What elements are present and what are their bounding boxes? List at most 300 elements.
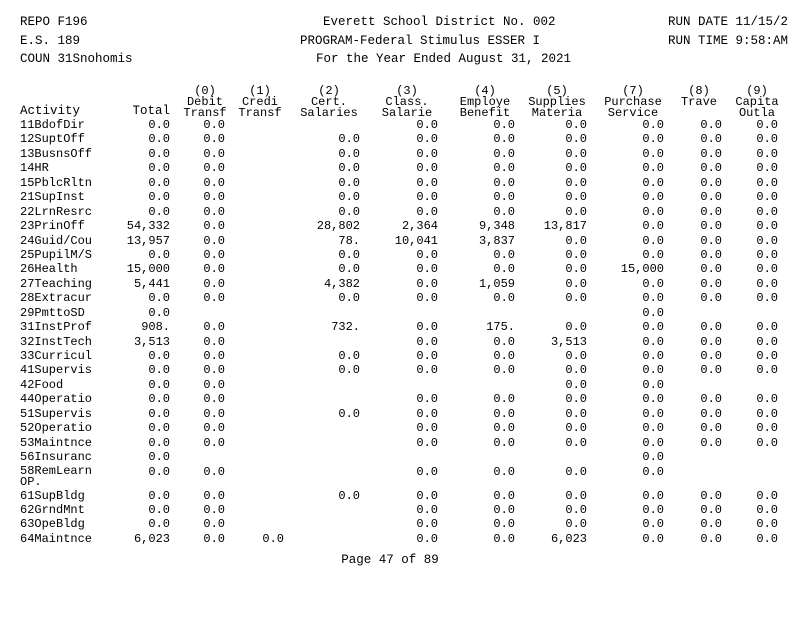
amount-cell: 6,023	[550, 531, 587, 546]
amount-cell: 0.0	[416, 363, 438, 378]
activity-cell: 62GrndMnt	[20, 502, 85, 517]
amount-cell: 0.0	[756, 320, 778, 335]
amount-cell: 0.0	[756, 291, 778, 306]
amount-cell: 0.0	[338, 161, 360, 176]
activity-cell: 42Food	[20, 377, 64, 392]
amount-cell: 0.0	[565, 464, 587, 479]
activity-cell: 25PupilM/S	[20, 247, 93, 262]
amount-cell: 0.0	[700, 291, 722, 306]
amount-cell: 0.0	[642, 276, 664, 291]
amount-cell: 0.0	[416, 146, 438, 161]
activity-cell: 29PmttoSD	[20, 305, 85, 320]
total-cell: 0.0	[148, 291, 170, 306]
amount-cell: 0.0	[203, 291, 225, 306]
column-header-credit-transfers: (1) Credi Transf	[238, 84, 282, 120]
amount-cell: 0.0	[203, 421, 225, 436]
amount-cell: 0.0	[493, 421, 515, 436]
amount-cell: 732.	[331, 320, 360, 335]
report-id: REPO F196	[20, 15, 88, 29]
page-number: Page 47 of 89	[341, 553, 439, 567]
amount-cell: 4,382	[323, 276, 360, 291]
amount-cell: 0.0	[338, 204, 360, 219]
amount-cell: 0.0	[756, 406, 778, 421]
amount-cell: 0.0	[416, 488, 438, 503]
amount-cell: 0.0	[203, 233, 225, 248]
amount-cell: 0.0	[756, 276, 778, 291]
activity-cell: 33Curricul	[20, 349, 93, 363]
total-cell: 6,023	[133, 531, 170, 546]
activity-cell: 58RemLearn OP.	[20, 465, 93, 488]
amount-cell: 3,513	[550, 334, 587, 349]
amount-cell: 0.0	[756, 132, 778, 147]
total-cell: 5,441	[133, 276, 170, 291]
amount-cell: 0.0	[565, 132, 587, 147]
column-header-cert-salaries: (2) Cert. Salaries	[300, 84, 358, 120]
total-cell: 0.0	[148, 349, 170, 363]
total-cell: 0.0	[148, 406, 170, 421]
total-cell: 0.0	[148, 305, 170, 320]
amount-cell: 0.0	[642, 291, 664, 306]
amount-cell: 2,364	[401, 219, 438, 234]
amount-cell: 0.0	[203, 219, 225, 234]
amount-cell: 0.0	[338, 363, 360, 378]
activity-table	[0, 118, 800, 546]
table-row	[0, 335, 800, 349]
amount-cell: 0.0	[700, 488, 722, 503]
amount-cell: 0.0	[565, 204, 587, 219]
amount-cell: 0.0	[642, 363, 664, 378]
amount-cell: 0.0	[642, 233, 664, 248]
amount-cell: 0.0	[642, 132, 664, 147]
amount-cell: 0.0	[565, 488, 587, 503]
amount-cell: 0.0	[700, 204, 722, 219]
amount-cell: 0.0	[756, 363, 778, 378]
column-header-debit-transfers: (0) Debit Transf	[183, 84, 227, 120]
table-row	[0, 392, 800, 406]
amount-cell: 0.0	[642, 392, 664, 407]
amount-cell: 9,348	[478, 219, 515, 234]
program-title: PROGRAM-Federal Stimulus ESSER I	[300, 34, 541, 48]
amount-cell: 0.0	[416, 435, 438, 450]
activity-cell: 15PblcRltn	[20, 175, 93, 190]
amount-cell: 0.0	[642, 175, 664, 190]
amount-cell: 0.0	[203, 488, 225, 503]
amount-cell: 0.0	[203, 334, 225, 349]
total-cell: 0.0	[148, 132, 170, 147]
amount-cell: 0.0	[756, 334, 778, 349]
amount-cell: 0.0	[700, 531, 722, 546]
amount-cell: 0.0	[642, 421, 664, 436]
amount-cell: 0.0	[700, 435, 722, 450]
amount-cell: 0.0	[700, 161, 722, 176]
amount-cell: 0.0	[493, 392, 515, 407]
amount-cell: 0.0	[493, 161, 515, 176]
amount-cell: 0.0	[700, 334, 722, 349]
table-row	[0, 450, 800, 464]
table-row	[0, 436, 800, 450]
amount-cell: 0.0	[756, 262, 778, 277]
table-row	[0, 161, 800, 175]
amount-cell: 0.0	[700, 320, 722, 335]
amount-cell: 0.0	[700, 392, 722, 407]
table-row	[0, 532, 800, 546]
amount-cell: 0.0	[642, 517, 664, 532]
amount-cell: 0.0	[493, 349, 515, 363]
table-row	[0, 306, 800, 320]
amount-cell: 0.0	[756, 190, 778, 205]
total-cell: 0.0	[148, 363, 170, 378]
amount-cell: 0.0	[565, 421, 587, 436]
amount-cell: 0.0	[756, 517, 778, 532]
amount-cell: 0.0	[700, 502, 722, 517]
amount-cell: 0.0	[203, 118, 225, 132]
table-row	[0, 349, 800, 363]
activity-cell: 24Guid/Cou	[20, 233, 93, 248]
amount-cell: 0.0	[493, 517, 515, 532]
amount-cell: 0.0	[642, 219, 664, 234]
activity-cell: 63OpeBldg	[20, 517, 85, 532]
total-cell: 0.0	[148, 204, 170, 219]
amount-cell: 0.0	[416, 276, 438, 291]
amount-cell: 0.0	[756, 502, 778, 517]
amount-cell: 0.0	[700, 247, 722, 262]
total-cell: 0.0	[148, 488, 170, 503]
amount-cell: 0.0	[642, 118, 664, 132]
amount-cell: 0.0	[203, 517, 225, 532]
amount-cell: 0.0	[493, 406, 515, 421]
amount-cell: 0.0	[642, 349, 664, 363]
fiscal-period: For the Year Ended August 31, 2021	[316, 52, 572, 66]
amount-cell: 0.0	[565, 276, 587, 291]
amount-cell: 0.0	[203, 349, 225, 363]
amount-cell: 0.0	[756, 219, 778, 234]
amount-cell: 0.0	[338, 406, 360, 421]
amount-cell: 0.0	[338, 262, 360, 277]
amount-cell: 0.0	[416, 262, 438, 277]
column-header-employee-benefits: (4) Employe Benefit	[459, 84, 511, 120]
amount-cell: 0.0	[203, 531, 225, 546]
amount-cell: 0.0	[700, 175, 722, 190]
amount-cell: 0.0	[756, 349, 778, 363]
amount-cell: 0.0	[756, 421, 778, 436]
amount-cell: 0.0	[700, 349, 722, 363]
table-row	[0, 407, 800, 421]
amount-cell: 0.0	[565, 517, 587, 532]
amount-cell: 0.0	[756, 118, 778, 132]
total-cell: 0.0	[148, 118, 170, 132]
total-cell: 0.0	[148, 161, 170, 176]
amount-cell: 0.0	[203, 262, 225, 277]
total-cell: 0.0	[148, 175, 170, 190]
district-name: Everett School District No. 002	[323, 15, 556, 29]
activity-cell: 22LrnResrc	[20, 204, 93, 219]
amount-cell: 0.0	[565, 502, 587, 517]
amount-cell: 0.0	[700, 517, 722, 532]
total-cell: 908.	[141, 320, 170, 335]
amount-cell: 78.	[338, 233, 360, 248]
amount-cell: 0.0	[203, 363, 225, 378]
amount-cell: 0.0	[565, 349, 587, 363]
amount-cell: 0.0	[700, 132, 722, 147]
amount-cell: 0.0	[700, 406, 722, 421]
amount-cell: 0.0	[203, 132, 225, 147]
amount-cell: 0.0	[338, 291, 360, 306]
activity-cell: 28Extracur	[20, 291, 93, 306]
amount-cell: 0.0	[203, 175, 225, 190]
activity-cell: 32InstTech	[20, 334, 93, 349]
amount-cell: 28,802	[316, 219, 360, 234]
total-cell: 0.0	[148, 464, 170, 479]
activity-cell: 31InstProf	[20, 320, 93, 335]
activity-cell: 21SupInst	[20, 190, 85, 205]
table-row	[0, 421, 800, 435]
amount-cell: 0.0	[493, 146, 515, 161]
amount-cell: 0.0	[493, 531, 515, 546]
total-cell: 0.0	[148, 435, 170, 450]
amount-cell: 0.0	[493, 175, 515, 190]
amount-cell: 0.0	[416, 132, 438, 147]
amount-cell: 0.0	[565, 363, 587, 378]
table-row	[0, 248, 800, 262]
amount-cell: 0.0	[493, 118, 515, 132]
amount-cell: 0.0	[565, 190, 587, 205]
amount-cell: 0.0	[700, 233, 722, 248]
activity-column-header: Activity	[20, 104, 81, 118]
amount-cell: 0.0	[203, 392, 225, 407]
county: COUN 31Snohomis	[20, 52, 133, 66]
amount-cell: 0.0	[416, 291, 438, 306]
table-row	[0, 205, 800, 219]
amount-cell: 0.0	[756, 247, 778, 262]
amount-cell: 175.	[486, 320, 515, 335]
table-row	[0, 176, 800, 190]
total-cell: 0.0	[148, 502, 170, 517]
table-row	[0, 262, 800, 276]
amount-cell: 3,837	[478, 233, 515, 248]
table-row	[0, 503, 800, 517]
amount-cell: 0.0	[642, 502, 664, 517]
amount-cell: 0.0	[493, 291, 515, 306]
amount-cell: 0.0	[756, 204, 778, 219]
total-cell: 0.0	[148, 517, 170, 532]
amount-cell: 0.0	[416, 517, 438, 532]
amount-cell: 0.0	[642, 247, 664, 262]
amount-cell: 0.0	[642, 146, 664, 161]
total-cell: 0.0	[148, 146, 170, 161]
amount-cell: 0.0	[203, 502, 225, 517]
amount-cell: 0.0	[203, 190, 225, 205]
activity-cell: 52Operatio	[20, 421, 93, 436]
amount-cell: 0.0	[203, 161, 225, 176]
total-cell: 0.0	[148, 450, 170, 465]
total-cell: 13,957	[126, 233, 170, 248]
amount-cell: 0.0	[203, 204, 225, 219]
activity-cell: 44Operatio	[20, 392, 93, 407]
activity-cell: 11BdofDir	[20, 118, 85, 132]
amount-cell: 0.0	[338, 247, 360, 262]
amount-cell: 0.0	[338, 146, 360, 161]
amount-cell: 0.0	[700, 363, 722, 378]
amount-cell: 0.0	[203, 377, 225, 392]
amount-cell: 0.0	[493, 488, 515, 503]
amount-cell: 0.0	[565, 392, 587, 407]
amount-cell: 0.0	[565, 406, 587, 421]
amount-cell: 0.0	[416, 531, 438, 546]
amount-cell: 0.0	[756, 233, 778, 248]
amount-cell: 0.0	[493, 502, 515, 517]
amount-cell: 0.0	[700, 276, 722, 291]
amount-cell: 0.0	[756, 488, 778, 503]
table-row	[0, 517, 800, 531]
table-row	[0, 132, 800, 146]
table-row	[0, 465, 800, 489]
amount-cell: 1,059	[478, 276, 515, 291]
amount-cell: 0.0	[756, 435, 778, 450]
amount-cell: 0.0	[642, 531, 664, 546]
amount-cell: 0.0	[493, 464, 515, 479]
amount-cell: 0.0	[338, 175, 360, 190]
amount-cell: 0.0	[493, 132, 515, 147]
amount-cell: 15,000	[620, 262, 664, 277]
amount-cell: 0.0	[203, 464, 225, 479]
amount-cell: 0.0	[493, 363, 515, 378]
amount-cell: 0.0	[493, 204, 515, 219]
amount-cell: 0.0	[700, 118, 722, 132]
amount-cell: 0.0	[565, 146, 587, 161]
amount-cell: 0.0	[203, 320, 225, 335]
activity-cell: 26Health	[20, 262, 78, 277]
run-date: RUN DATE 11/15/2	[668, 15, 789, 29]
activity-cell: 14HR	[20, 161, 49, 176]
amount-cell: 0.0	[416, 118, 438, 132]
activity-cell: 64Maintnce	[20, 531, 93, 546]
amount-cell: 0.0	[493, 247, 515, 262]
column-header-supplies-materials: (5) Supplies Materia	[528, 84, 586, 120]
amount-cell: 0.0	[700, 146, 722, 161]
total-cell: 0.0	[148, 392, 170, 407]
total-cell: 0.0	[148, 421, 170, 436]
amount-cell: 0.0	[642, 464, 664, 479]
amount-cell: 0.0	[756, 531, 778, 546]
table-row	[0, 219, 800, 233]
amount-cell: 0.0	[493, 334, 515, 349]
amount-cell: 0.0	[338, 190, 360, 205]
amount-cell: 0.0	[565, 435, 587, 450]
amount-cell: 0.0	[642, 377, 664, 392]
column-header-capital-outlay: (9) Capita Outla	[735, 84, 779, 120]
amount-cell: 0.0	[642, 204, 664, 219]
total-column-header: Total	[132, 104, 170, 118]
amount-cell: 0.0	[203, 406, 225, 421]
amount-cell: 0.0	[416, 421, 438, 436]
amount-cell: 10,041	[394, 233, 438, 248]
amount-cell: 0.0	[416, 392, 438, 407]
total-cell: 0.0	[148, 377, 170, 392]
amount-cell: 0.0	[565, 161, 587, 176]
table-row	[0, 234, 800, 248]
table-row	[0, 489, 800, 503]
activity-cell: 53Maintnce	[20, 435, 93, 450]
amount-cell: 0.0	[642, 488, 664, 503]
activity-cell: 13BusnsOff	[20, 146, 93, 161]
amount-cell: 0.0	[756, 146, 778, 161]
total-cell: 15,000	[126, 262, 170, 277]
amount-cell: 0.0	[642, 305, 664, 320]
amount-cell: 0.0	[756, 161, 778, 176]
amount-cell: 0.0	[416, 349, 438, 363]
table-row	[0, 277, 800, 291]
amount-cell: 0.0	[642, 450, 664, 465]
amount-cell: 0.0	[416, 320, 438, 335]
amount-cell: 0.0	[565, 233, 587, 248]
amount-cell: 0.0	[642, 406, 664, 421]
table-row	[0, 291, 800, 305]
amount-cell: 0.0	[203, 247, 225, 262]
amount-cell: 0.0	[416, 502, 438, 517]
amount-cell: 0.0	[203, 146, 225, 161]
amount-cell: 0.0	[565, 175, 587, 190]
amount-cell: 0.0	[642, 435, 664, 450]
table-row	[0, 190, 800, 204]
amount-cell: 0.0	[338, 488, 360, 503]
amount-cell: 0.0	[565, 118, 587, 132]
amount-cell: 0.0	[565, 262, 587, 277]
es-code: E.S. 189	[20, 34, 81, 48]
amount-cell: 0.0	[416, 175, 438, 190]
amount-cell: 0.0	[700, 262, 722, 277]
activity-cell: 56Insuranc	[20, 450, 93, 465]
amount-cell: 0.0	[565, 247, 587, 262]
run-time: RUN TIME 9:58:AM	[668, 34, 789, 48]
amount-cell: 0.0	[493, 262, 515, 277]
amount-cell: 0.0	[565, 377, 587, 392]
table-row	[0, 320, 800, 334]
amount-cell: 0.0	[756, 175, 778, 190]
amount-cell: 0.0	[416, 247, 438, 262]
total-cell: 3,513	[133, 334, 170, 349]
column-header-travel: (8) Trave	[680, 84, 717, 109]
column-header-purchased-services: (7) Purchase Service	[604, 84, 662, 120]
amount-cell: 0.0	[338, 349, 360, 363]
amount-cell: 0.0	[642, 320, 664, 335]
amount-cell: 0.0	[416, 406, 438, 421]
amount-cell: 0.0	[203, 276, 225, 291]
activity-cell: 12SuptOff	[20, 132, 85, 147]
amount-cell: 0.0	[203, 435, 225, 450]
table-row	[0, 363, 800, 377]
table-row	[0, 378, 800, 392]
amount-cell: 0.0	[416, 464, 438, 479]
amount-cell: 0.0	[262, 531, 284, 546]
amount-cell: 0.0	[756, 392, 778, 407]
activity-cell: 23PrinOff	[20, 219, 85, 234]
activity-cell: 27Teaching	[20, 276, 93, 291]
amount-cell: 0.0	[416, 161, 438, 176]
amount-cell: 0.0	[416, 204, 438, 219]
table-row	[0, 118, 800, 132]
activity-cell: 61SupBldg	[20, 488, 85, 503]
amount-cell: 0.0	[700, 190, 722, 205]
amount-cell: 0.0	[642, 161, 664, 176]
amount-cell: 13,817	[543, 219, 587, 234]
activity-cell: 41Supervis	[20, 363, 93, 378]
amount-cell: 0.0	[493, 435, 515, 450]
total-cell: 0.0	[148, 190, 170, 205]
amount-cell: 0.0	[416, 334, 438, 349]
total-cell: 0.0	[148, 247, 170, 262]
table-row	[0, 147, 800, 161]
amount-cell: 0.0	[700, 219, 722, 234]
